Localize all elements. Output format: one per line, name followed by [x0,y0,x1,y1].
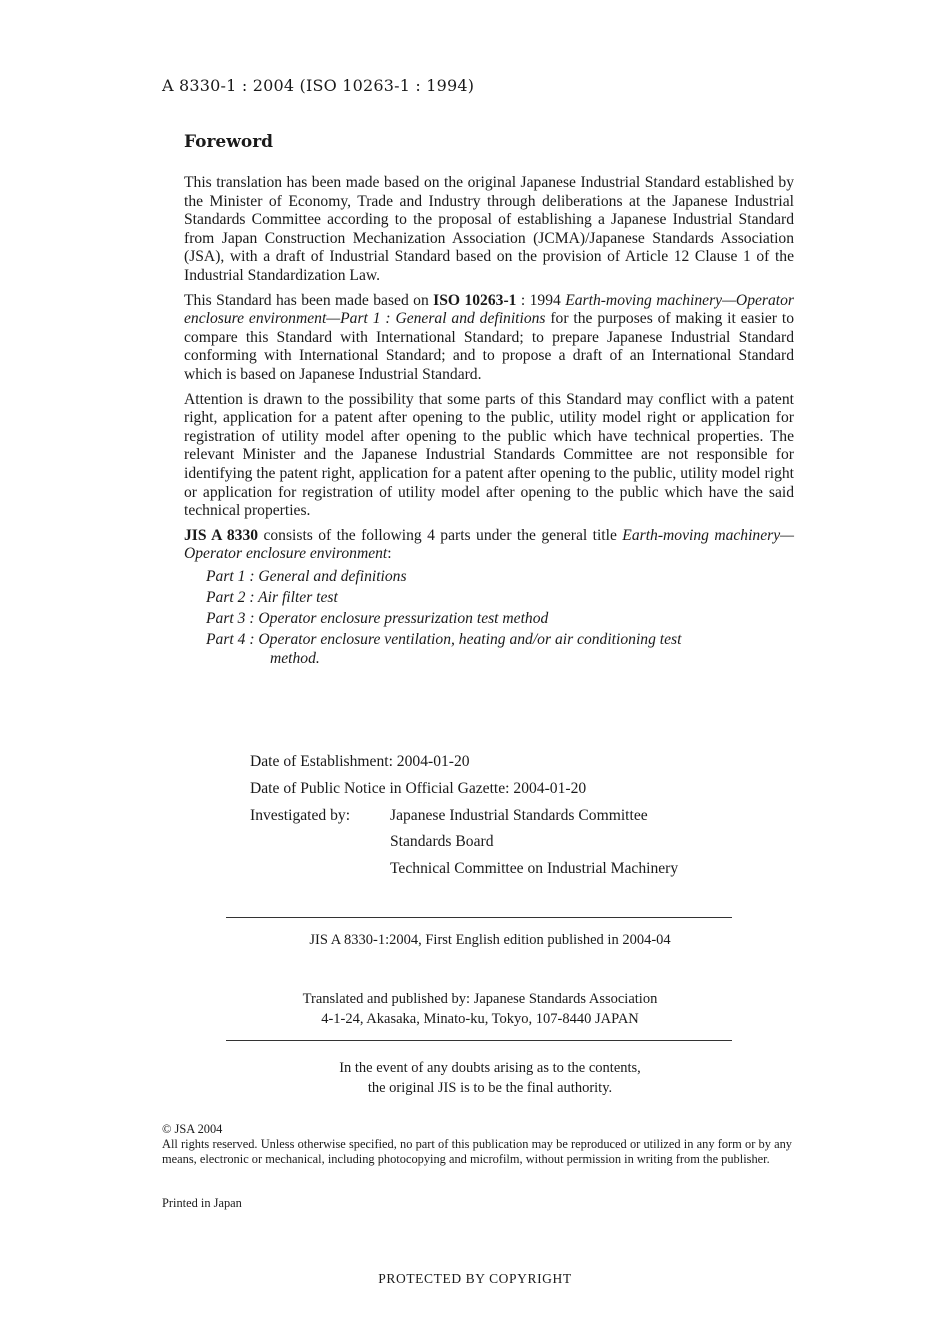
parts-list [184,566,794,668]
authority-note [190,1058,790,1098]
investigated-label: Investigated by: [250,806,351,824]
list-item: Part 3 : Operator enclosure pressurization test method [206,609,549,627]
copyright-line: © JSA 2004 [162,1122,223,1136]
document-id: A 8330-1 : 2004 (ISO 10263-1 : 1994) [162,76,475,95]
copyright-text: All rights reserved. Unless otherwise specified, no part of this publication may be reproduced or utilized in any form or by any means, electronic or mechanical, including photocopying and microfilm, without permission in writing from the publisher. [162,1137,792,1166]
list-item: Part 2 : Air filter test [206,588,338,606]
protected-footer: PROTECTED BY COPYRIGHT [378,1271,572,1286]
investigated-value: Technical Committee on Industrial Machinery [390,860,679,878]
list-item: Part 1 : General and definitions [206,567,407,585]
dates-block [250,749,678,883]
publisher-line: Translated and published by: Japanese Standards Association [302,991,658,1007]
iso-title: Earth-moving machinery—Operator enclosure environment—Part 1 : General and definitions [184,291,794,328]
copyright-block [162,1122,792,1167]
printed-in: Printed in Japan [162,1196,242,1210]
paragraph-parts [184,527,794,564]
divider [226,917,732,918]
iso-ref: ISO 10263-1 [433,291,517,309]
foreword-body [184,174,794,668]
authority-line: the original JIS is to be the final authority. [367,1080,613,1096]
general-title: Earth-moving machinery—Operator enclosure environment [184,526,794,563]
edition-line: JIS A 8330-1:2004, First English edition published in 2004-04 [309,932,671,948]
divider [226,1040,732,1041]
text: This Standard has been made based on [184,291,434,309]
date-notice: Date of Public Notice in Official Gazette: 2004-01-20 [250,779,587,797]
investigated-value: Japanese Industrial Standards Committee [390,806,648,824]
date-establishment: Date of Establishment: 2004-01-20 [250,753,470,770]
part4-continuation: method. [270,649,320,667]
foreword-title: Foreword [184,132,274,152]
part4-text: Part 4 : Operator enclosure ventilation, heating and/or air conditioning test [206,630,682,648]
publisher-block [190,989,770,1029]
paragraph-translation: This translation has been made based on the original Japanese Industrial Standard established by the Minister of Economy, Trade and Industry through deliberations at the Japanese Industrial Standards Committee according to the proposal of establishing a Japanese Industrial Standard from Japan Construction Mechanization Association (JCMA)/Japanese Standards Association (JSA), with a draft of Industrial Standard based on the provision of Article 12 Clause 1 of the Industrial Standardization Law. [184,174,794,284]
publisher-address: 4-1-24, Akasaka, Minato-ku, Tokyo, 107-8440 JAPAN [321,1011,639,1027]
authority-line: In the event of any doubts arising as to the contents, [339,1060,641,1076]
text: for the purposes of making it easier to compare this Standard with International Standard; to prepare Japanese Industrial Standard conforming with International Standard; and to propose a draft of an International Standard which is based on Japanese Industrial Standard. [184,310,794,383]
investigated-value: Standards Board [390,833,494,851]
paragraph-patent: Attention is drawn to the possibility that some parts of this Standard may conflict with a patent right, application for a patent after opening to the public, utility model right or application for registration of utility model after opening to the public which have technical properties. The relevant Minister and the Japanese Industrial Standards Committee are not responsible for identifying the patent right, application for a patent after opening to the public, utility model right or application for registration of utility model after opening to the public which have the said technical properties. [184,390,794,520]
investigated-row [250,803,678,830]
jis-ref: JIS A 8330 [184,526,259,544]
list-item [184,629,794,668]
text: consists of the following 4 parts under the general title [258,526,623,544]
paragraph-basis [184,292,794,385]
text: : 1994 [516,291,566,309]
text: : [387,545,392,563]
